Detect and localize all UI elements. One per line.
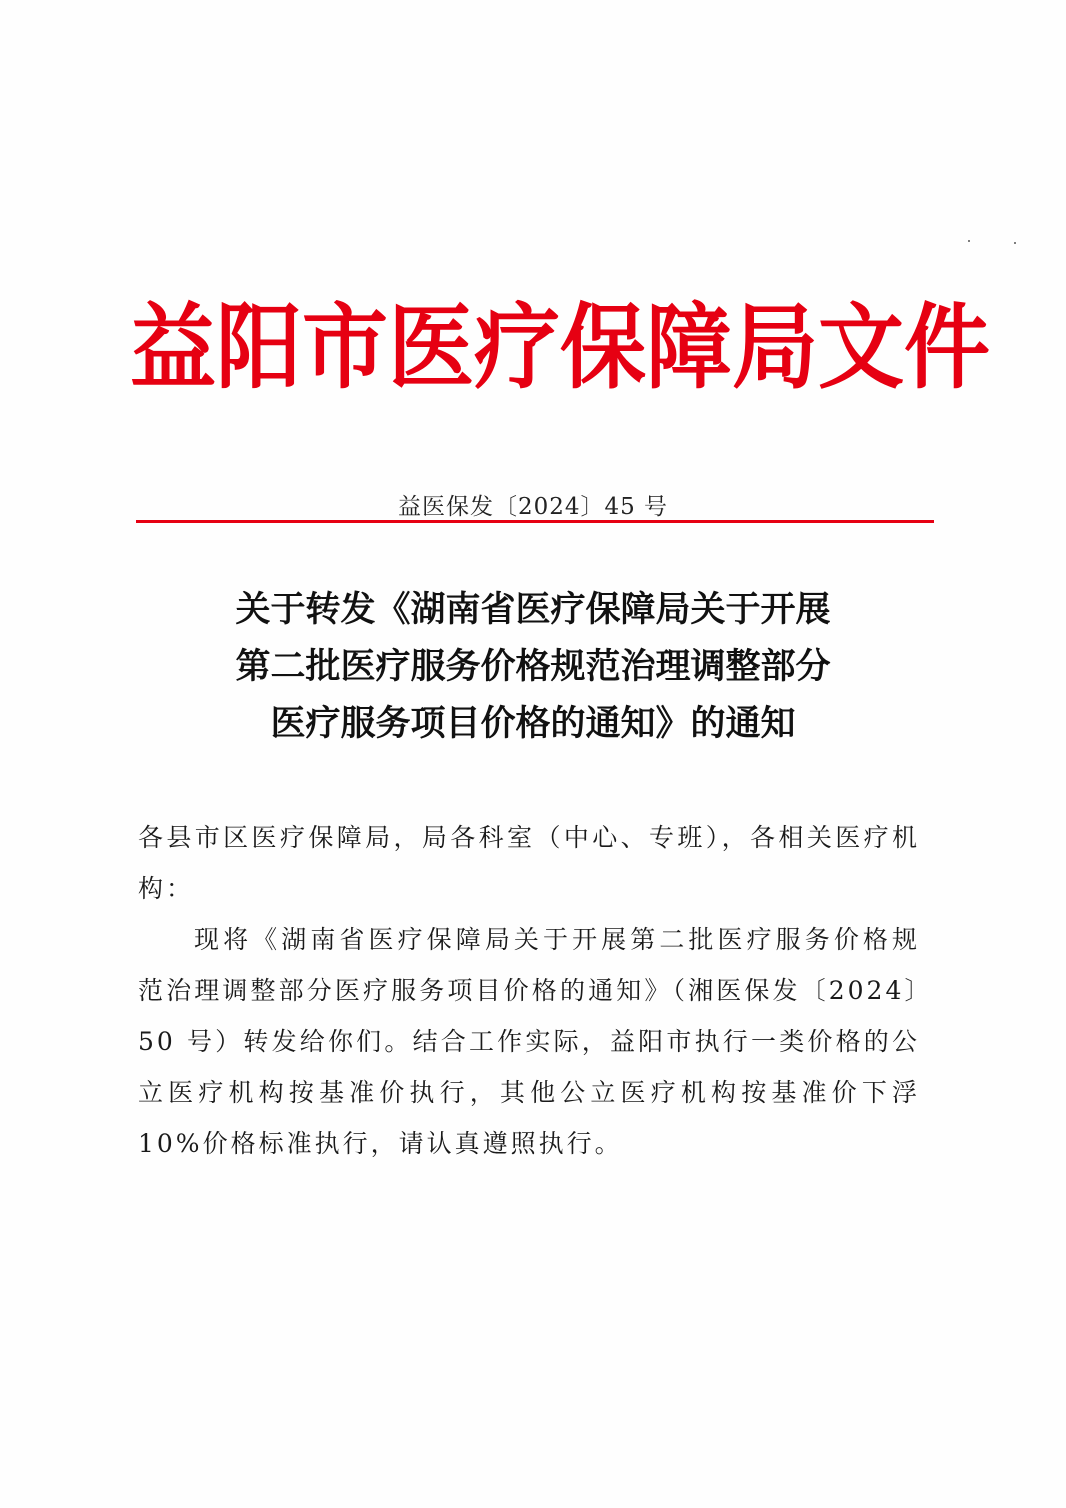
title-line: 第二批医疗服务价格规范治理调整部分 bbox=[235, 647, 831, 687]
title-line: 医疗服务项目价格的通知》的通知 bbox=[270, 704, 796, 744]
masthead-char: 阳 bbox=[216, 294, 302, 402]
masthead-char: 文 bbox=[818, 294, 904, 402]
document-body bbox=[138, 812, 920, 1169]
body-paragraph: 现将《湖南省医疗保障局关于开展第二批医疗服务价格规范治理调整部分医疗服务项目价格的通知》（湘医保发〔2024〕50 号）转发给你们。结合工作实际，益阳市执行一类价格的公立医疗机构按基准价执行，其他公立医疗机构按基准价下浮 10%价格标准执行，请认真遵照执行。 bbox=[138, 925, 920, 1158]
masthead-title bbox=[130, 288, 990, 408]
document-title bbox=[0, 582, 1066, 753]
masthead-char: 医 bbox=[388, 294, 474, 402]
title-line: 关于转发《湖南省医疗保障局关于开展 bbox=[235, 590, 831, 630]
document-number: 益医保发〔2024〕45 号 bbox=[397, 494, 669, 520]
masthead-char: 局 bbox=[732, 294, 818, 402]
red-divider-line bbox=[136, 520, 934, 523]
scan-speck bbox=[968, 240, 970, 242]
salutation: 各县市区医疗保障局，局各科室（中心、专班），各相关医疗机构： bbox=[138, 823, 920, 903]
masthead-char: 益 bbox=[130, 294, 216, 402]
masthead-char: 障 bbox=[646, 294, 732, 402]
masthead-char: 件 bbox=[904, 294, 990, 402]
masthead-char: 市 bbox=[302, 294, 388, 402]
masthead-char: 疗 bbox=[474, 294, 560, 402]
masthead-char: 保 bbox=[560, 294, 646, 402]
scan-speck bbox=[1014, 242, 1016, 244]
